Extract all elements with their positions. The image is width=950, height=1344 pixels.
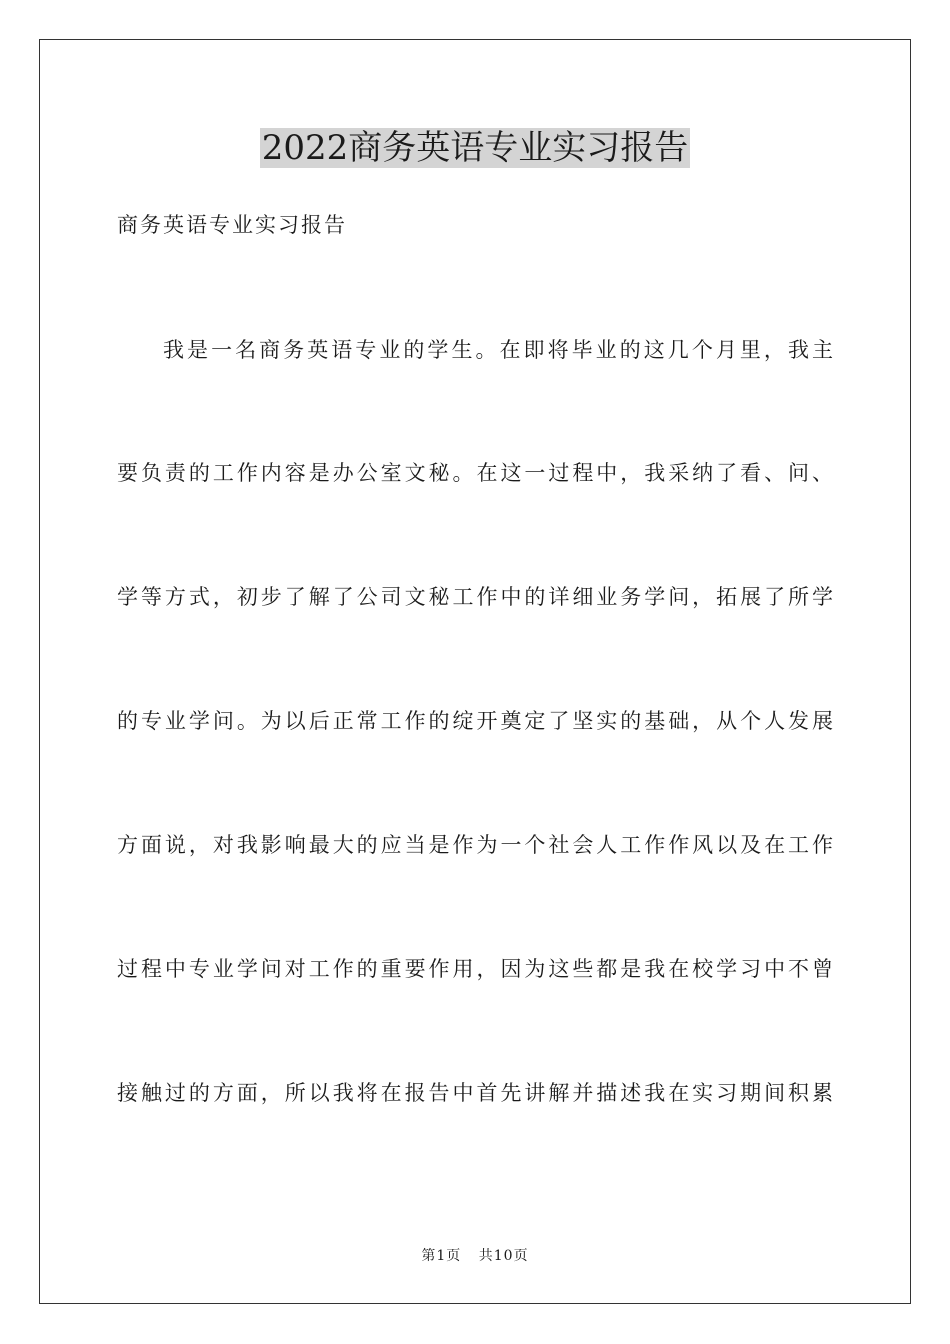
body-line-4: 的专业学问。为以后正常工作的绽开奠定了坚实的基础，从个人发展 xyxy=(117,709,833,733)
body-line-1: 我是一名商务英语专业的学生。在即将毕业的这几个月里，我主 xyxy=(163,338,833,362)
body-line-7: 接触过的方面，所以我将在报告中首先讲解并描述我在实习期间积累 xyxy=(117,1081,833,1105)
body-line-6: 过程中专业学问对工作的重要作用，因为这些都是我在校学习中不曾 xyxy=(117,957,833,981)
page-footer xyxy=(0,1246,950,1266)
body-line-2: 要负责的工作内容是办公室文秘。在这一过程中，我采纳了看、问、 xyxy=(117,461,833,485)
page-number: 第1页 xyxy=(421,1248,462,1264)
page-total: 共10页 xyxy=(478,1248,529,1264)
document-subtitle: 商务英语专业实习报告 xyxy=(117,213,347,237)
document-title-text: 2022商务英语专业实习报告 xyxy=(261,128,689,168)
document-title xyxy=(0,126,950,170)
body-line-3: 学等方式，初步了解了公司文秘工作中的详细业务学问，拓展了所学 xyxy=(117,585,833,609)
body-line-5: 方面说，对我影响最大的应当是作为一个社会人工作作风以及在工作 xyxy=(117,833,833,857)
